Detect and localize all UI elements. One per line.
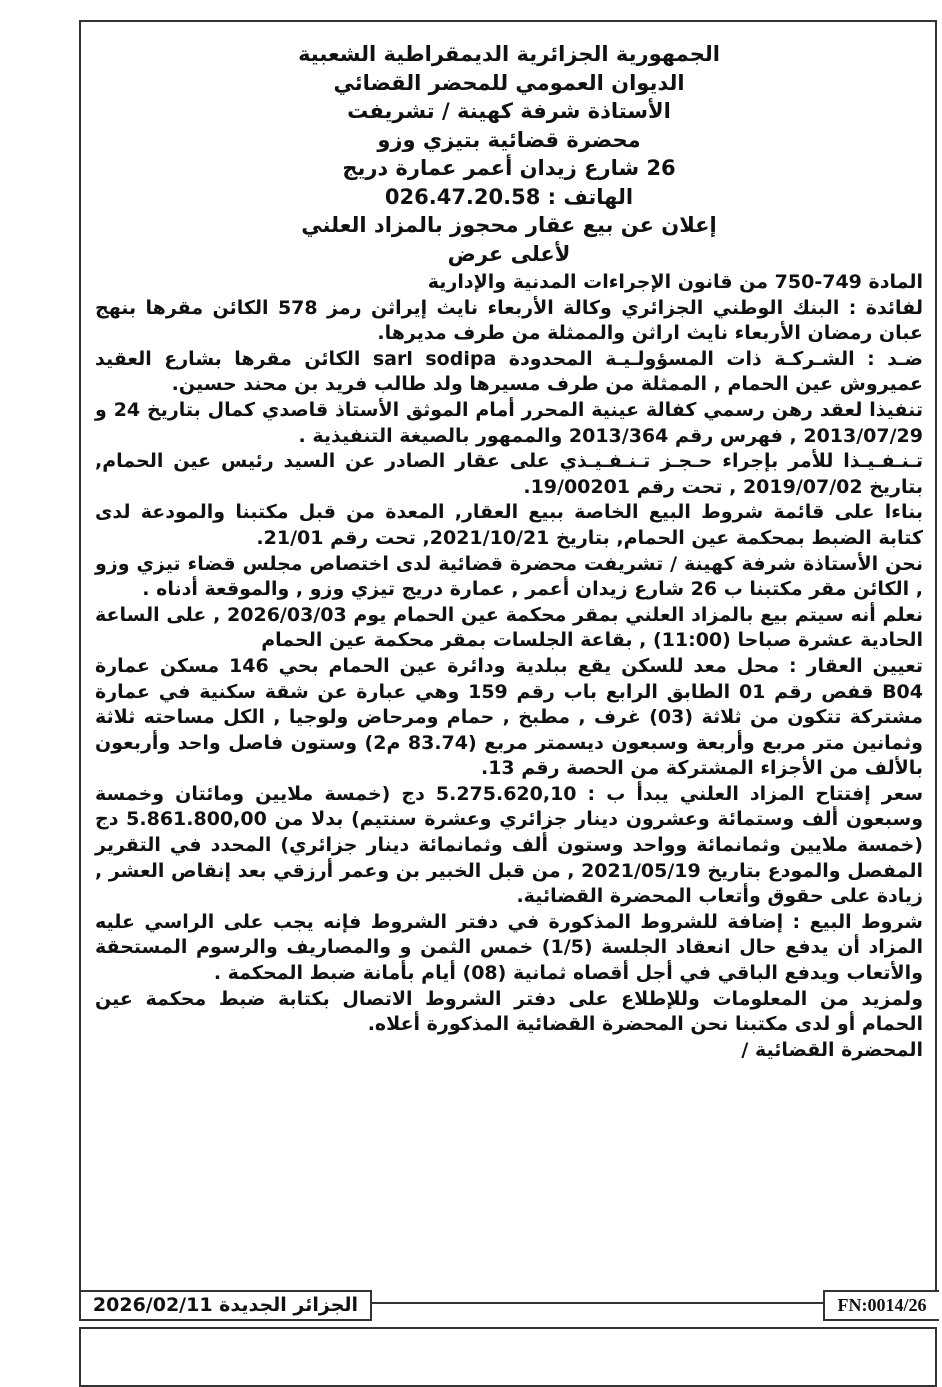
mortgage-contract: تنفيذا لعقد رهن رسمي كفالة عينية المحرر أمام الموثق الأستاذ قاصدي كمال بتاريخ 24 و 2013/07/29 , فهرس رقم 2013/364 والممهور بالصيغة التنفيذية .: [95, 398, 923, 447]
publication-stamp: الجزائر الجديدة 2026/02/11: [79, 1290, 372, 1321]
header-address: 26 شارع زيدان أعمر عمارة دريج: [342, 156, 676, 180]
announcement-body: [95, 270, 923, 1063]
opening-price: سعر إفتتاح المزاد العلني يبدأ ب : 5.275.620,10 دج (خمسة ملايين ومائتان وخمسة وسبعون ألف وستمائة وعشرون دينار جزائري وعشرة سنتيم) بدلا من 5.861.800,00 دج (خمسة ملايين وثمانمائة وواحد وستون ألف وثمانمائة دينار جزائري) المحدد في التقرير المفصل والمودع بتاريخ 2021/05/19 , من قبل الخبير بن وعمر أرزقي بعد إنقاص العشر , زيادة على حقوق وأتعاب المحضرة القضائية.: [95, 782, 923, 908]
sale-terms: شروط البيع : إضافة للشروط المذكورة في دفتر الشروط فإنه يجب على الراسي عليه المزاد أن يدفع حال انعقاد الجلسة (1/5) خمس الثمن و والمصاريف والرسوم المستحقة والأتعاب ويدفع الباقي في أجل أقصاه ثمانية (08) أيام بأمانة ضبط المحكمة .: [95, 910, 923, 985]
announcement-header: [95, 40, 923, 268]
auction-date: نعلم أنه سيتم بيع بالمزاد العلني بمقر محكمة عين الحمام يوم 2026/03/03 , على الساعة الحادية عشرة صباحا (11:00) , بقاعة الجلسات بمقر محكمة عين الحمام: [95, 603, 923, 652]
bailiff-statement: نحن الأستاذة شرفة كهينة / تشريفت محضرة قضائية لدى اختصاص مجلس قضاء تيزي وزو , الكائن مقر مكتبنا ب 26 شارع زيدان أعمر , عمارة دريج تيزي وزو , والموقعة أدناه .: [95, 552, 923, 601]
legal-article: المادة 749-750 من قانون الإجراءات المدنية والإدارية: [427, 271, 923, 293]
seizure-order: تـنـفـيـذا للأمر بإجراء حـجـز تـنـفـيـذي على عقار الصادر عن السيد رئيس عين الحمام, بتاريخ 2019/07/02 , تحت رقم 19/00201.: [95, 450, 923, 498]
sale-conditions-list: بناءا على قائمة شروط البيع الخاصة ببيع العقار, المعدة من قبل مكتبنا والمودعة لدى كتابة الضبط بمحكمة عين الحمام, بتاريخ 2021/10/21, تحت رقم 21/01.: [95, 501, 923, 549]
signature: المحضرة القضائية /: [741, 1038, 923, 1061]
header-bailiff-name: الأستاذة شرفة كهينة / تشريفت: [347, 99, 671, 123]
next-announcement-frame: [79, 1327, 937, 1387]
announcement-content: [95, 40, 923, 1063]
more-information: ولمزيد من المعلومات وللإطلاع على دفتر الشروط الاتصال بكتابة ضبط محكمة عين الحمام أو لدى مكتبنا نحن المحضرة القضائية المذكورة أعلاه.: [95, 987, 923, 1036]
defendant: ضـد : الشـركـة ذات المسؤولـيـة المحدودة sarl sodipa الكائن مقرها بشارع العقيد عميروش عين الحمام , الممثلة من طرف مسيرها ولد طالب فريد بن محند حسين.: [95, 347, 924, 396]
reference-number: FN:0014/26: [823, 1290, 939, 1321]
header-office: الديوان العمومي للمحضر القضائي: [333, 70, 685, 95]
header-republic: الجمهورية الجزائرية الديمقراطية الشعبية: [298, 42, 720, 66]
announcement-subtitle: لأعلى عرض: [447, 241, 571, 266]
header-bailiff-title: محضرة قضائية بتيزي وزو: [377, 127, 641, 152]
beneficiary: لفائدة : البنك الوطني الجزائري وكالة الأربعاء نايث إيراثن رمز 578 الكائن مقرها بنهج عبان رمضان الأربعاء نايث اراثن والممثلة من طرف مديرها.: [95, 296, 923, 345]
header-phone: الهاتف : 026.47.20.58: [384, 184, 634, 209]
announcement-title: إعلان عن بيع عقار محجوز بالمزاد العلني: [301, 213, 717, 237]
property-description: تعيين العقار : محل معد للسكن يقع ببلدية ودائرة عين الحمام بحي 146 مسكن عمارة B04 قفص رقم 01 الطابق الرابع باب رقم 159 وهي عبارة عن شقة سكنية في عمارة مشتركة تتكون من ثلاثة (03) غرف , مطبخ , حمام ومرحاض ولوجيا , الكل مساحته ثلاثة وثمانين متر مربع وأربعة وسبعون ديسمتر مربع (83.74 م2) وستون فاصل واحد وأربعون بالألف من الأجزاء المشتركة من الحصة رقم 13.: [95, 654, 923, 780]
